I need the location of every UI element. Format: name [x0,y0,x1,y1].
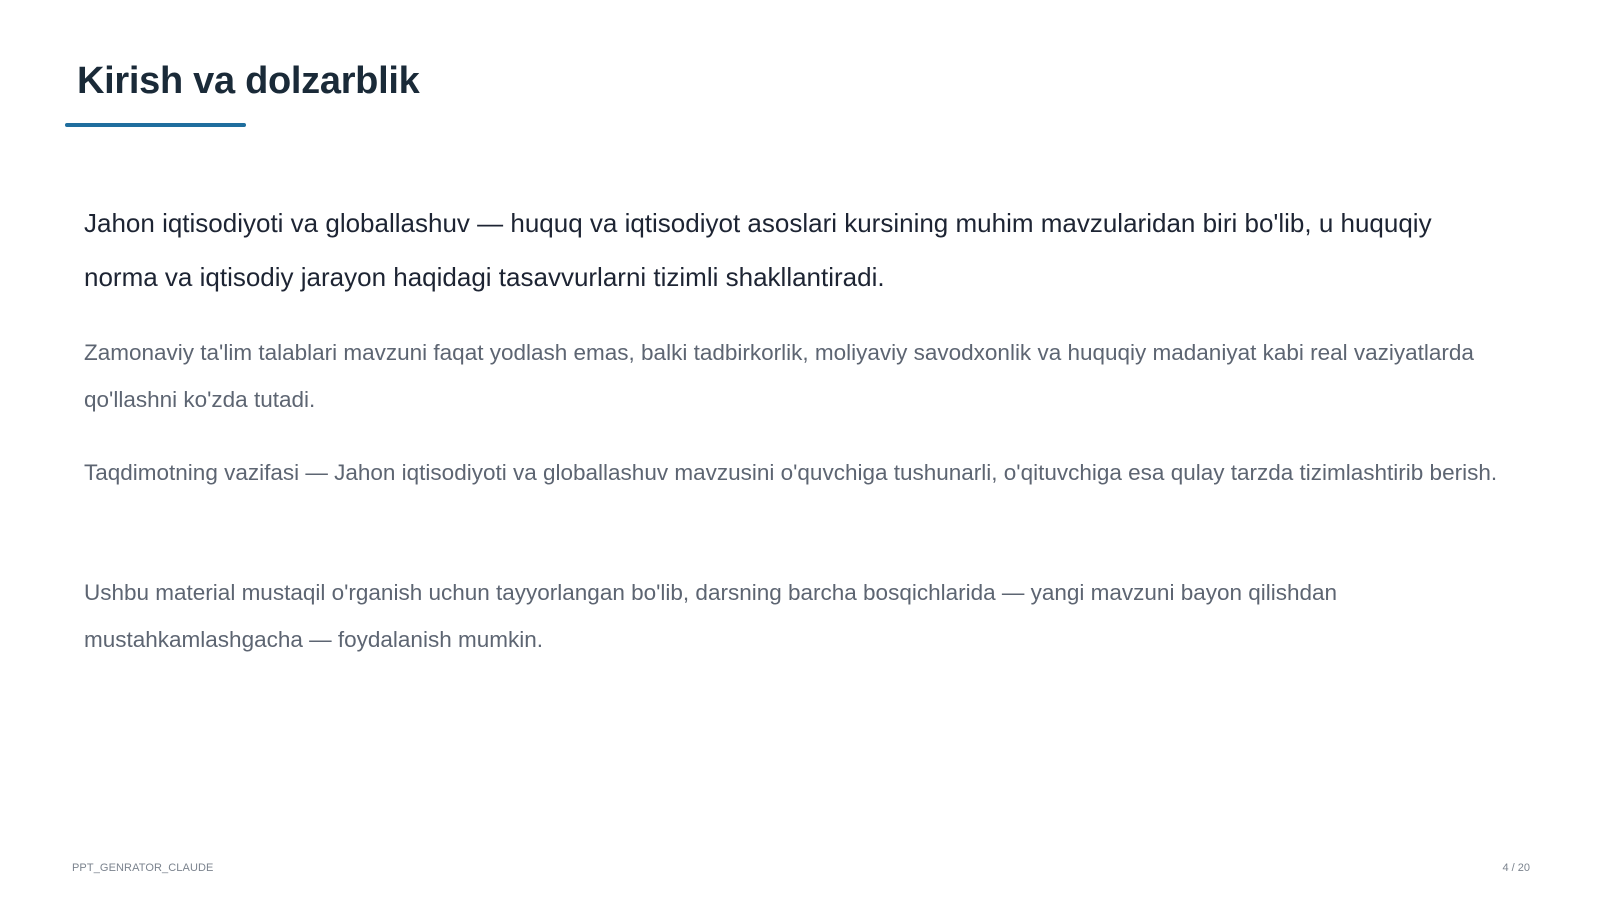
slide-title: Kirish va dolzarblik [77,60,420,102]
body-paragraph-1: Zamonaviy ta'lim talablari mavzuni faqat yodlash emas, balki tadbirkorlik, moliyaviy savodxonlik va huquqiy madaniyat kabi real vaziyatlarda qo'llashni ko'zda tutadi. [84,340,1474,412]
lead-paragraph: Jahon iqtisodiyoti va globallashuv — huquq va iqtisodiyot asoslari kursining muhim mavzularidan biri bo'lib, u huquqiy norma va iqtisodiy jarayon haqidagi tasavvurlarni tizimli shakllantiradi. [84,208,1432,292]
title-underline [65,123,246,127]
footer-source-label: PPT_GENRATOR_CLAUDE [72,862,214,874]
body-paragraph-3: Ushbu material mustaqil o'rganish uchun tayyorlangan bo'lib, darsning barcha bosqichlarida — yangi mavzuni bayon qilishdan mustahkamlashgacha — foydalanish mumkin. [84,580,1338,652]
body-paragraph-2: Taqdimotning vazifasi — Jahon iqtisodiyoti va globallashuv mavzusini o'quvchiga tushunarli, o'qituvchiga esa qulay tarzda tizimlashtirib berish. [84,460,1498,485]
slide-page-number: 4 / 20 [1502,862,1530,874]
